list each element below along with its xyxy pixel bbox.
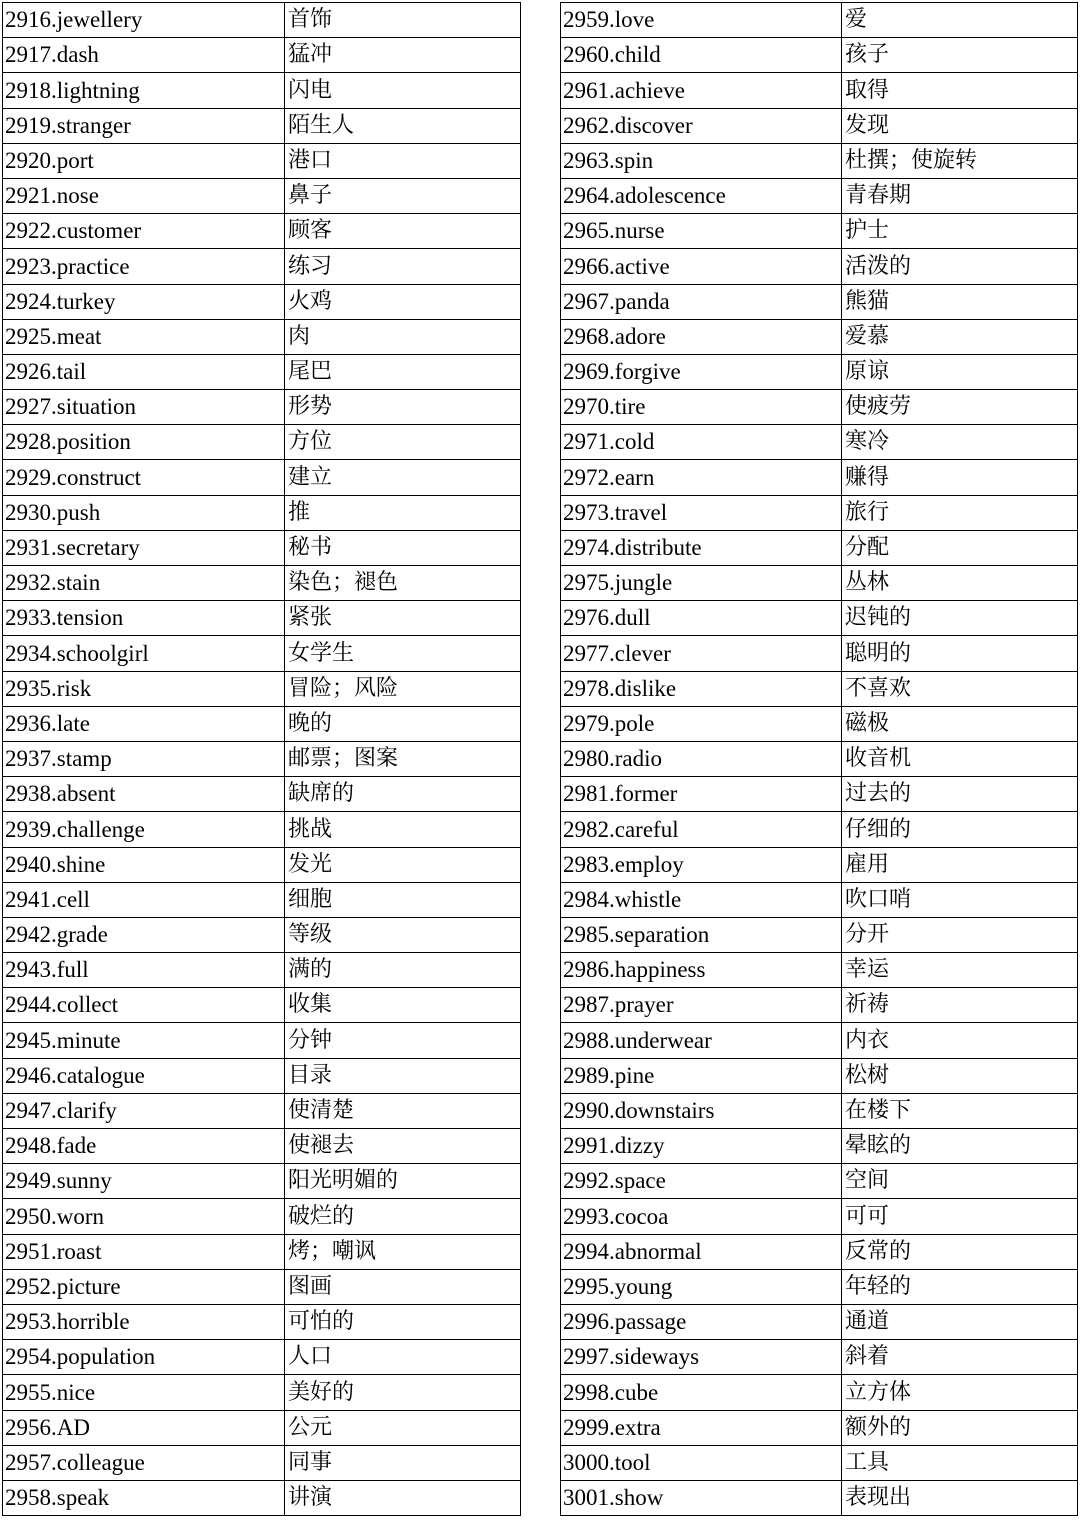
english-word-cell: 2958.speak [3, 1480, 285, 1515]
vocab-row [3, 601, 521, 636]
english-word-cell: 2989.pine [561, 1058, 842, 1093]
chinese-meaning-cell: 分开 [842, 917, 1078, 952]
vocab-row [561, 178, 1078, 213]
vocab-row [561, 1375, 1078, 1410]
chinese-meaning-cell: 烤；嘲讽 [285, 1234, 521, 1269]
vocab-row [561, 214, 1078, 249]
vocab-row [561, 777, 1078, 812]
english-word-cell: 2920.port [3, 143, 285, 178]
vocab-row [3, 917, 521, 952]
vocab-row [561, 706, 1078, 741]
english-word-cell: 2978.dislike [561, 671, 842, 706]
english-word-cell: 2950.worn [3, 1199, 285, 1234]
english-word-cell: 2975.jungle [561, 566, 842, 601]
vocab-row [561, 671, 1078, 706]
chinese-meaning-cell: 通道 [842, 1304, 1078, 1339]
english-word-cell: 2917.dash [3, 38, 285, 73]
chinese-meaning-cell: 发光 [285, 847, 521, 882]
english-word-cell: 2991.dizzy [561, 1129, 842, 1164]
english-word-cell: 2922.customer [3, 214, 285, 249]
chinese-meaning-cell: 收音机 [842, 741, 1078, 776]
vocab-row [561, 319, 1078, 354]
english-word-cell: 2954.population [3, 1340, 285, 1375]
english-word-cell: 2980.radio [561, 741, 842, 776]
vocab-row [561, 882, 1078, 917]
english-word-cell: 2966.active [561, 249, 842, 284]
vocab-row [3, 988, 521, 1023]
english-word-cell: 2943.full [3, 953, 285, 988]
english-word-cell: 2921.nose [3, 178, 285, 213]
english-word-cell: 2983.employ [561, 847, 842, 882]
english-word-cell: 2916.jewellery [3, 3, 285, 38]
english-word-cell: 2973.travel [561, 495, 842, 530]
chinese-meaning-cell: 挑战 [285, 812, 521, 847]
english-word-cell: 2957.colleague [3, 1445, 285, 1480]
vocab-row [561, 495, 1078, 530]
chinese-meaning-cell: 迟钝的 [842, 601, 1078, 636]
chinese-meaning-cell: 方位 [285, 425, 521, 460]
vocab-row [561, 1234, 1078, 1269]
vocab-row [3, 530, 521, 565]
english-word-cell: 2944.collect [3, 988, 285, 1023]
english-word-cell: 2928.position [3, 425, 285, 460]
vocab-row [561, 530, 1078, 565]
vocab-row [561, 73, 1078, 108]
chinese-meaning-cell: 等级 [285, 917, 521, 952]
vocab-row [561, 917, 1078, 952]
vocab-row [561, 249, 1078, 284]
chinese-meaning-cell: 晕眩的 [842, 1129, 1078, 1164]
english-word-cell: 2992.space [561, 1164, 842, 1199]
chinese-meaning-cell: 肉 [285, 319, 521, 354]
english-word-cell: 2946.catalogue [3, 1058, 285, 1093]
english-word-cell: 2979.pole [561, 706, 842, 741]
english-word-cell: 2962.discover [561, 108, 842, 143]
english-word-cell: 2931.secretary [3, 530, 285, 565]
chinese-meaning-cell: 寒冷 [842, 425, 1078, 460]
english-word-cell: 2952.picture [3, 1269, 285, 1304]
chinese-meaning-cell: 陌生人 [285, 108, 521, 143]
vocab-row [561, 460, 1078, 495]
chinese-meaning-cell: 青春期 [842, 178, 1078, 213]
english-word-cell: 2971.cold [561, 425, 842, 460]
chinese-meaning-cell: 额外的 [842, 1410, 1078, 1445]
chinese-meaning-cell: 表现出 [842, 1480, 1078, 1515]
english-word-cell: 2948.fade [3, 1129, 285, 1164]
chinese-meaning-cell: 空间 [842, 1164, 1078, 1199]
vocab-row [3, 178, 521, 213]
vocab-row [561, 636, 1078, 671]
vocab-row [561, 812, 1078, 847]
vocab-row [3, 566, 521, 601]
vocab-row [3, 460, 521, 495]
vocab-row [3, 319, 521, 354]
english-word-cell: 2930.push [3, 495, 285, 530]
vocab-row [561, 425, 1078, 460]
english-word-cell: 2955.nice [3, 1375, 285, 1410]
english-word-cell: 2964.adolescence [561, 178, 842, 213]
chinese-meaning-cell: 可怕的 [285, 1304, 521, 1339]
vocab-row [3, 390, 521, 425]
english-word-cell: 2969.forgive [561, 354, 842, 389]
chinese-meaning-cell: 目录 [285, 1058, 521, 1093]
english-word-cell: 2965.nurse [561, 214, 842, 249]
chinese-meaning-cell: 使褪去 [285, 1129, 521, 1164]
english-word-cell: 2924.turkey [3, 284, 285, 319]
english-word-cell: 2987.prayer [561, 988, 842, 1023]
english-word-cell: 2999.extra [561, 1410, 842, 1445]
english-word-cell: 2996.passage [561, 1304, 842, 1339]
vocab-row [561, 1199, 1078, 1234]
chinese-meaning-cell: 斜着 [842, 1340, 1078, 1375]
english-word-cell: 2923.practice [3, 249, 285, 284]
chinese-meaning-cell: 吹口哨 [842, 882, 1078, 917]
vocab-row [561, 601, 1078, 636]
english-word-cell: 2936.late [3, 706, 285, 741]
english-word-cell: 2997.sideways [561, 1340, 842, 1375]
chinese-meaning-cell: 丛林 [842, 566, 1078, 601]
vocab-row [561, 1304, 1078, 1339]
vocab-row [3, 425, 521, 460]
chinese-meaning-cell: 在楼下 [842, 1093, 1078, 1128]
chinese-meaning-cell: 闪电 [285, 73, 521, 108]
english-word-cell: 2940.shine [3, 847, 285, 882]
english-word-cell: 2919.stranger [3, 108, 285, 143]
english-word-cell: 2995.young [561, 1269, 842, 1304]
english-word-cell: 2960.child [561, 38, 842, 73]
chinese-meaning-cell: 立方体 [842, 1375, 1078, 1410]
vocab-row [561, 3, 1078, 38]
english-word-cell: 2982.careful [561, 812, 842, 847]
vocab-row [561, 1093, 1078, 1128]
chinese-meaning-cell: 讲演 [285, 1480, 521, 1515]
english-word-cell: 2933.tension [3, 601, 285, 636]
vocab-row [3, 284, 521, 319]
chinese-meaning-cell: 过去的 [842, 777, 1078, 812]
english-word-cell: 2986.happiness [561, 953, 842, 988]
vocab-row [3, 1410, 521, 1445]
chinese-meaning-cell: 工具 [842, 1445, 1078, 1480]
vocab-table-left [2, 2, 521, 1516]
vocab-row [3, 1304, 521, 1339]
vocab-row [561, 143, 1078, 178]
vocab-row [3, 1480, 521, 1515]
vocab-row [3, 953, 521, 988]
english-word-cell: 2949.sunny [3, 1164, 285, 1199]
english-word-cell: 2938.absent [3, 777, 285, 812]
chinese-meaning-cell: 秘书 [285, 530, 521, 565]
vocab-row [561, 1058, 1078, 1093]
vocab-row [561, 108, 1078, 143]
vocab-row [3, 1129, 521, 1164]
chinese-meaning-cell: 仔细的 [842, 812, 1078, 847]
english-word-cell: 3000.tool [561, 1445, 842, 1480]
chinese-meaning-cell: 熊猫 [842, 284, 1078, 319]
vocab-row [561, 1410, 1078, 1445]
chinese-meaning-cell: 人口 [285, 1340, 521, 1375]
chinese-meaning-cell: 紧张 [285, 601, 521, 636]
chinese-meaning-cell: 祈祷 [842, 988, 1078, 1023]
vocab-row [561, 390, 1078, 425]
chinese-meaning-cell: 发现 [842, 108, 1078, 143]
chinese-meaning-cell: 松树 [842, 1058, 1078, 1093]
chinese-meaning-cell: 雇用 [842, 847, 1078, 882]
chinese-meaning-cell: 阳光明媚的 [285, 1164, 521, 1199]
chinese-meaning-cell: 图画 [285, 1269, 521, 1304]
chinese-meaning-cell: 分配 [842, 530, 1078, 565]
chinese-meaning-cell: 推 [285, 495, 521, 530]
chinese-meaning-cell: 染色；褪色 [285, 566, 521, 601]
vocab-row [561, 1480, 1078, 1515]
english-word-cell: 2926.tail [3, 354, 285, 389]
chinese-meaning-cell: 孩子 [842, 38, 1078, 73]
chinese-meaning-cell: 女学生 [285, 636, 521, 671]
chinese-meaning-cell: 磁极 [842, 706, 1078, 741]
english-word-cell: 2927.situation [3, 390, 285, 425]
vocab-row [3, 1445, 521, 1480]
vocab-row [3, 1093, 521, 1128]
english-word-cell: 2967.panda [561, 284, 842, 319]
chinese-meaning-cell: 猛冲 [285, 38, 521, 73]
vocab-row [561, 1269, 1078, 1304]
vocab-row [561, 1340, 1078, 1375]
vocab-row [561, 988, 1078, 1023]
english-word-cell: 2951.roast [3, 1234, 285, 1269]
chinese-meaning-cell: 护士 [842, 214, 1078, 249]
vocab-row [3, 1023, 521, 1058]
english-word-cell: 2970.tire [561, 390, 842, 425]
vocab-row [3, 1234, 521, 1269]
chinese-meaning-cell: 破烂的 [285, 1199, 521, 1234]
vocab-row [3, 1269, 521, 1304]
english-word-cell: 2974.distribute [561, 530, 842, 565]
chinese-meaning-cell: 邮票；图案 [285, 741, 521, 776]
english-word-cell: 2963.spin [561, 143, 842, 178]
chinese-meaning-cell: 分钟 [285, 1023, 521, 1058]
vocab-row [561, 354, 1078, 389]
vocab-row [3, 671, 521, 706]
english-word-cell: 2929.construct [3, 460, 285, 495]
vocab-row [561, 566, 1078, 601]
vocab-row [3, 1199, 521, 1234]
chinese-meaning-cell: 缺席的 [285, 777, 521, 812]
vocab-row [561, 1445, 1078, 1480]
english-word-cell: 2990.downstairs [561, 1093, 842, 1128]
english-word-cell: 2972.earn [561, 460, 842, 495]
vocab-row [3, 812, 521, 847]
vocab-table-right [560, 2, 1078, 1516]
english-word-cell: 2977.clever [561, 636, 842, 671]
chinese-meaning-cell: 聪明的 [842, 636, 1078, 671]
english-word-cell: 2988.underwear [561, 1023, 842, 1058]
chinese-meaning-cell: 使清楚 [285, 1093, 521, 1128]
english-word-cell: 2945.minute [3, 1023, 285, 1058]
vocab-row [3, 3, 521, 38]
english-word-cell: 2984.whistle [561, 882, 842, 917]
chinese-meaning-cell: 形势 [285, 390, 521, 425]
english-word-cell: 2959.love [561, 3, 842, 38]
chinese-meaning-cell: 爱 [842, 3, 1078, 38]
english-word-cell: 2935.risk [3, 671, 285, 706]
chinese-meaning-cell: 反常的 [842, 1234, 1078, 1269]
vocab-row [3, 777, 521, 812]
english-word-cell: 2994.abnormal [561, 1234, 842, 1269]
vocab-row [3, 636, 521, 671]
english-word-cell: 2925.meat [3, 319, 285, 354]
vocab-row [3, 495, 521, 530]
chinese-meaning-cell: 内衣 [842, 1023, 1078, 1058]
vocab-row [3, 706, 521, 741]
chinese-meaning-cell: 赚得 [842, 460, 1078, 495]
english-word-cell: 2956.AD [3, 1410, 285, 1445]
chinese-meaning-cell: 公元 [285, 1410, 521, 1445]
english-word-cell: 2941.cell [3, 882, 285, 917]
english-word-cell: 2918.lightning [3, 73, 285, 108]
english-word-cell: 2932.stain [3, 566, 285, 601]
chinese-meaning-cell: 使疲劳 [842, 390, 1078, 425]
chinese-meaning-cell: 可可 [842, 1199, 1078, 1234]
english-word-cell: 2985.separation [561, 917, 842, 952]
vocab-row [3, 1340, 521, 1375]
vocab-row [561, 847, 1078, 882]
chinese-meaning-cell: 冒险；风险 [285, 671, 521, 706]
vocab-row [3, 1164, 521, 1199]
english-word-cell: 2968.adore [561, 319, 842, 354]
chinese-meaning-cell: 活泼的 [842, 249, 1078, 284]
english-word-cell: 2939.challenge [3, 812, 285, 847]
english-word-cell: 2998.cube [561, 1375, 842, 1410]
chinese-meaning-cell: 建立 [285, 460, 521, 495]
vocab-row [3, 354, 521, 389]
vocab-row [561, 284, 1078, 319]
chinese-meaning-cell: 同事 [285, 1445, 521, 1480]
chinese-meaning-cell: 爱慕 [842, 319, 1078, 354]
english-word-cell: 2981.former [561, 777, 842, 812]
english-word-cell: 2947.clarify [3, 1093, 285, 1128]
chinese-meaning-cell: 港口 [285, 143, 521, 178]
vocab-row [3, 249, 521, 284]
chinese-meaning-cell: 火鸡 [285, 284, 521, 319]
chinese-meaning-cell: 取得 [842, 73, 1078, 108]
english-word-cell: 3001.show [561, 1480, 842, 1515]
chinese-meaning-cell: 首饰 [285, 3, 521, 38]
vocab-row [561, 38, 1078, 73]
vocab-row [561, 953, 1078, 988]
chinese-meaning-cell: 晚的 [285, 706, 521, 741]
vocab-row [561, 1023, 1078, 1058]
chinese-meaning-cell: 美好的 [285, 1375, 521, 1410]
chinese-meaning-cell: 旅行 [842, 495, 1078, 530]
chinese-meaning-cell: 练习 [285, 249, 521, 284]
chinese-meaning-cell: 年轻的 [842, 1269, 1078, 1304]
chinese-meaning-cell: 细胞 [285, 882, 521, 917]
english-word-cell: 2961.achieve [561, 73, 842, 108]
english-word-cell: 2976.dull [561, 601, 842, 636]
vocab-row [561, 1129, 1078, 1164]
english-word-cell: 2993.cocoa [561, 1199, 842, 1234]
vocab-row [3, 882, 521, 917]
english-word-cell: 2934.schoolgirl [3, 636, 285, 671]
vocab-row [561, 1164, 1078, 1199]
vocab-row [3, 847, 521, 882]
chinese-meaning-cell: 尾巴 [285, 354, 521, 389]
vocab-row [561, 741, 1078, 776]
chinese-meaning-cell: 鼻子 [285, 178, 521, 213]
vocab-row [3, 214, 521, 249]
chinese-meaning-cell: 杜撰；使旋转 [842, 143, 1078, 178]
vocab-row [3, 38, 521, 73]
vocab-row [3, 741, 521, 776]
vocab-row [3, 1375, 521, 1410]
chinese-meaning-cell: 不喜欢 [842, 671, 1078, 706]
vocab-row [3, 73, 521, 108]
chinese-meaning-cell: 顾客 [285, 214, 521, 249]
chinese-meaning-cell: 幸运 [842, 953, 1078, 988]
vocab-row [3, 108, 521, 143]
chinese-meaning-cell: 原谅 [842, 354, 1078, 389]
chinese-meaning-cell: 满的 [285, 953, 521, 988]
english-word-cell: 2942.grade [3, 917, 285, 952]
chinese-meaning-cell: 收集 [285, 988, 521, 1023]
vocab-row [3, 1058, 521, 1093]
vocab-row [3, 143, 521, 178]
english-word-cell: 2937.stamp [3, 741, 285, 776]
english-word-cell: 2953.horrible [3, 1304, 285, 1339]
